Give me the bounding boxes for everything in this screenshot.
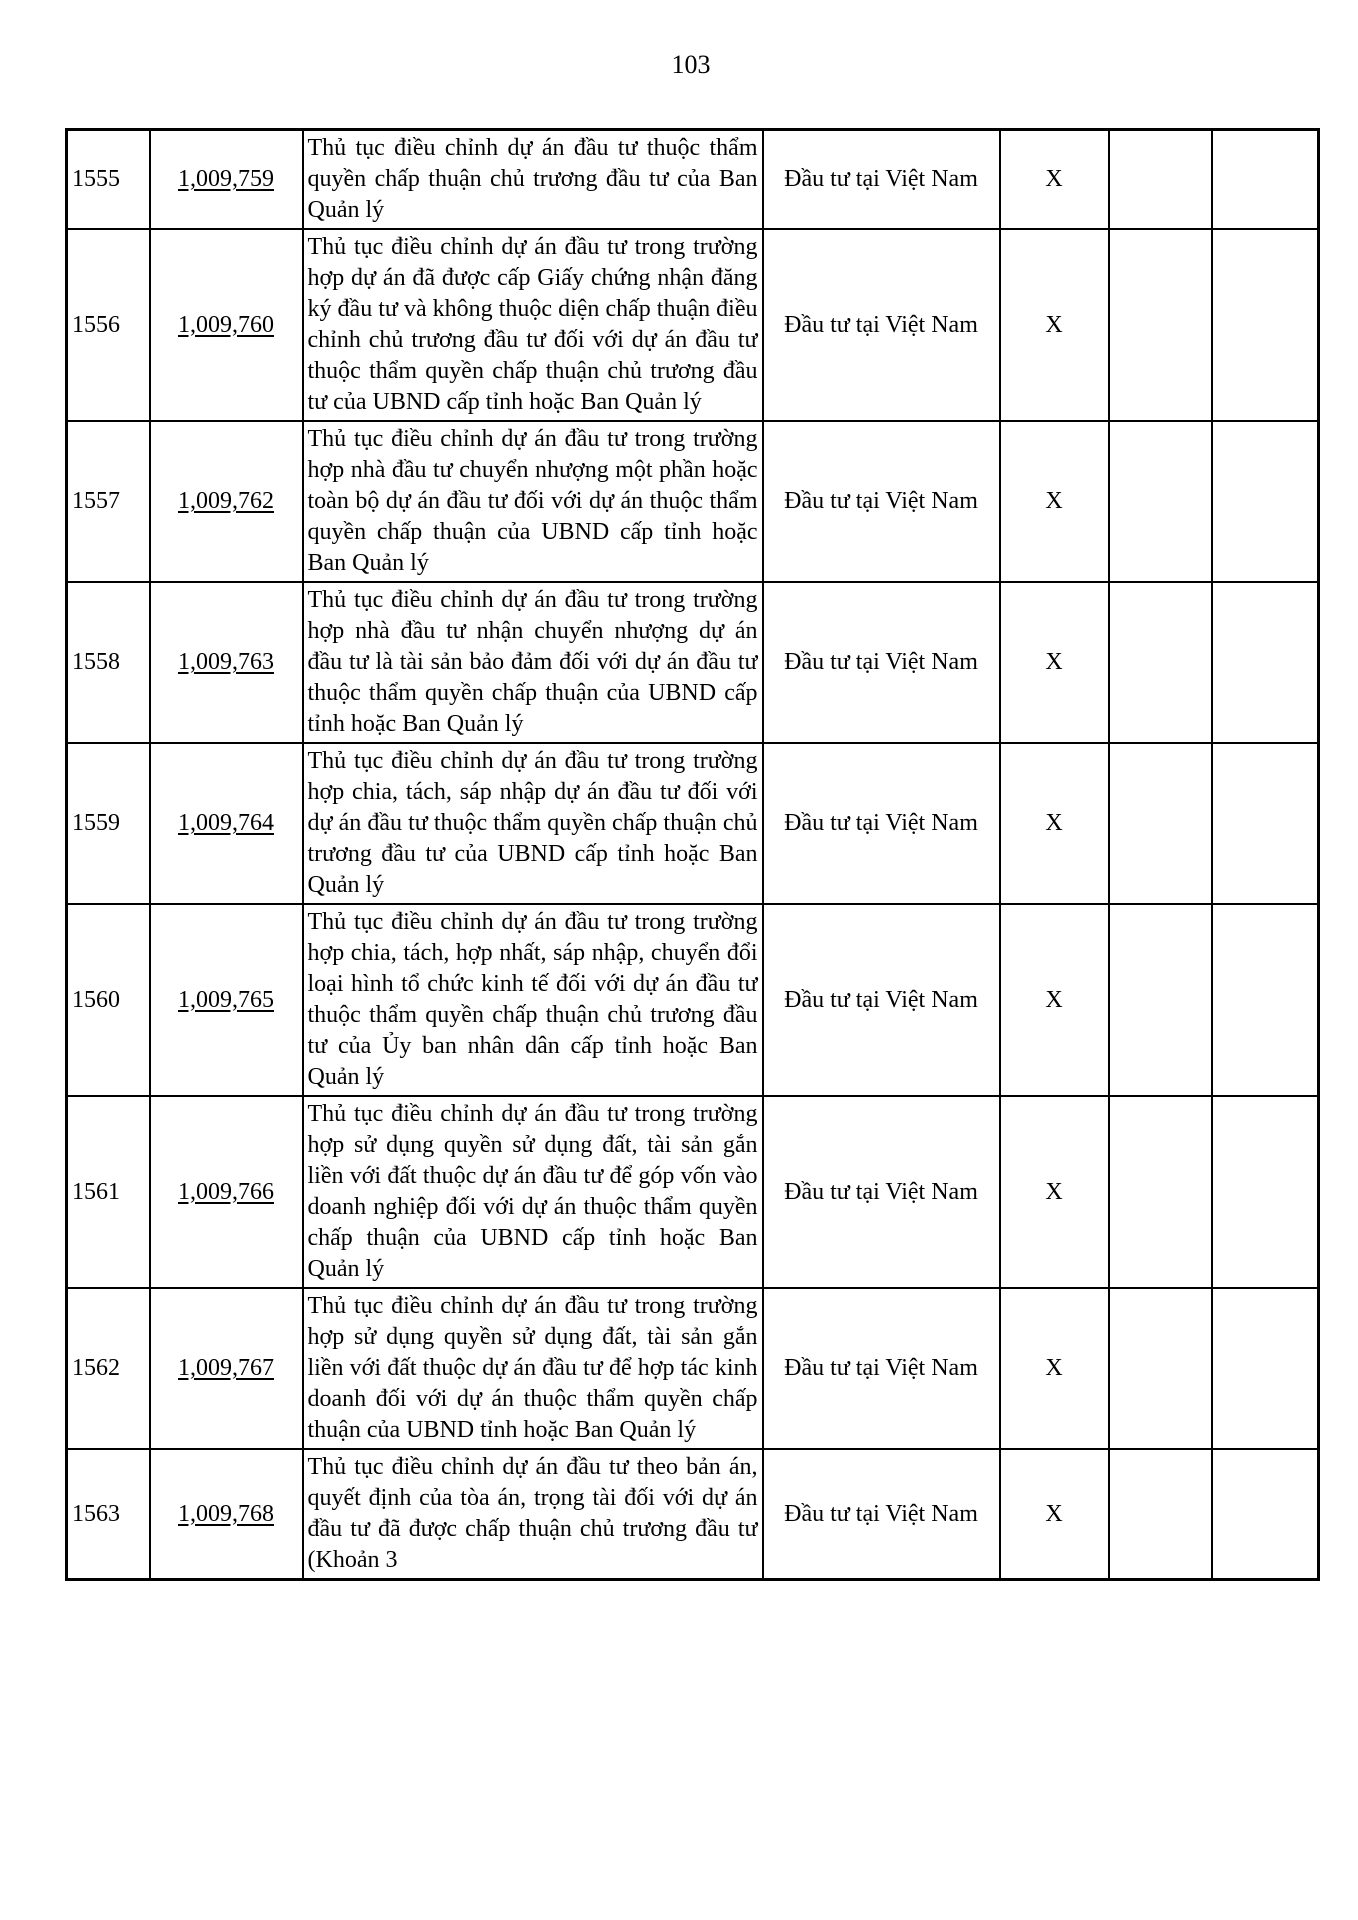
row-number: 1561 (67, 1096, 150, 1288)
procedure-code-link[interactable]: 1,009,759 (178, 166, 274, 192)
empty-cell-1 (1109, 1288, 1212, 1449)
mark-cell: X (1000, 1449, 1109, 1580)
procedure-code-link[interactable]: 1,009,760 (178, 311, 274, 338)
mark-cell: X (1000, 1096, 1109, 1288)
procedure-code-cell (150, 743, 303, 904)
procedure-description: Thủ tục điều chỉnh dự án đầu tư trong trường hợp sử dụng quyền sử dụng đất, tài sản gắn liền với đất thuộc dự án đầu tư để góp vốn vào doanh nghiệp đối với dự án thuộc thẩm quyền chấp thuận của UBND cấp tỉnh hoặc Ban Quản lý (303, 1096, 763, 1288)
empty-cell-2 (1212, 421, 1319, 582)
mark-cell: X (1000, 582, 1109, 743)
procedure-code-cell (150, 130, 303, 230)
procedure-description: Thủ tục điều chỉnh dự án đầu tư trong trường hợp chia, tách, hợp nhất, sáp nhập, chuyển đổi loại hình tổ chức kinh tế đối với dự án đầu tư thuộc thẩm quyền chấp thuận chủ trương đầu tư của Ủy ban nhân dân cấp tỉnh hoặc Ban Quản lý (303, 904, 763, 1096)
procedure-code-link[interactable]: 1,009,768 (178, 1500, 274, 1527)
empty-cell-1 (1109, 582, 1212, 743)
procedure-code-cell (150, 421, 303, 582)
procedure-field: Đầu tư tại Việt Nam (763, 130, 1000, 230)
procedures-table (65, 128, 1320, 1581)
page-number: 103 (671, 50, 711, 79)
procedure-code-cell (150, 229, 303, 421)
procedure-code-link[interactable]: 1,009,766 (178, 1178, 274, 1205)
table-row (67, 904, 1319, 1096)
empty-cell-1 (1109, 421, 1212, 582)
empty-cell-2 (1212, 1449, 1319, 1580)
procedure-description: Thủ tục điều chỉnh dự án đầu tư theo bản án, quyết định của tòa án, trọng tài đối với dự án đầu tư đã được chấp thuận chủ trương đầu tư (Khoản 3 (303, 1449, 763, 1580)
empty-cell-2 (1212, 130, 1319, 230)
procedure-field: Đầu tư tại Việt Nam (763, 582, 1000, 743)
mark-cell: X (1000, 130, 1109, 230)
procedure-code-cell (150, 1288, 303, 1449)
mark-cell: X (1000, 743, 1109, 904)
procedure-code-link[interactable]: 1,009,762 (178, 488, 274, 514)
procedures-table-container (65, 128, 1320, 1581)
table-row (67, 229, 1319, 421)
table-row (67, 130, 1319, 230)
row-number: 1562 (67, 1288, 150, 1449)
procedure-code-link[interactable]: 1,009,763 (178, 649, 274, 675)
procedure-field: Đầu tư tại Việt Nam (763, 1449, 1000, 1580)
empty-cell-1 (1109, 229, 1212, 421)
procedure-code-link[interactable]: 1,009,765 (178, 986, 274, 1013)
row-number: 1555 (67, 130, 150, 230)
procedure-description: Thủ tục điều chỉnh dự án đầu tư trong trường hợp chia, tách, sáp nhập dự án đầu tư đối với dự án đầu tư thuộc thẩm quyền chấp thuận chủ trương đầu tư của UBND cấp tỉnh hoặc Ban Quản lý (303, 743, 763, 904)
procedure-description: Thủ tục điều chỉnh dự án đầu tư trong trường hợp sử dụng quyền sử dụng đất, tài sản gắn liền với đất thuộc dự án đầu tư để hợp tác kinh doanh đối với dự án thuộc thẩm quyền chấp thuận của UBND tỉnh hoặc Ban Quản lý (303, 1288, 763, 1449)
procedure-code-link[interactable]: 1,009,767 (178, 1355, 274, 1381)
table-row (67, 1096, 1319, 1288)
procedure-field: Đầu tư tại Việt Nam (763, 1096, 1000, 1288)
procedure-code-cell (150, 904, 303, 1096)
empty-cell-2 (1212, 904, 1319, 1096)
empty-cell-2 (1212, 582, 1319, 743)
table-row (67, 743, 1319, 904)
procedure-code-cell (150, 1449, 303, 1580)
procedure-description: Thủ tục điều chỉnh dự án đầu tư trong trường hợp nhà đầu tư chuyển nhượng một phần hoặc toàn bộ dự án đầu tư đối với dự án thuộc thẩm quyền chấp thuận của UBND cấp tỉnh hoặc Ban Quản lý (303, 421, 763, 582)
table-row (67, 1449, 1319, 1580)
empty-cell-1 (1109, 1096, 1212, 1288)
procedure-description: Thủ tục điều chỉnh dự án đầu tư trong trường hợp nhà đầu tư nhận chuyển nhượng dự án đầu tư là tài sản bảo đảm đối với dự án đầu tư thuộc thẩm quyền chấp thuận của UBND cấp tỉnh hoặc Ban Quản lý (303, 582, 763, 743)
table-row (67, 421, 1319, 582)
empty-cell-1 (1109, 904, 1212, 1096)
empty-cell-2 (1212, 1096, 1319, 1288)
empty-cell-1 (1109, 1449, 1212, 1580)
empty-cell-1 (1109, 743, 1212, 904)
table-row (67, 1288, 1319, 1449)
mark-cell: X (1000, 904, 1109, 1096)
procedure-field: Đầu tư tại Việt Nam (763, 229, 1000, 421)
empty-cell-2 (1212, 743, 1319, 904)
mark-cell: X (1000, 229, 1109, 421)
procedure-description: Thủ tục điều chỉnh dự án đầu tư thuộc thẩm quyền chấp thuận chủ trương đầu tư của Ban Quản lý (303, 130, 763, 230)
empty-cell-1 (1109, 130, 1212, 230)
procedure-field: Đầu tư tại Việt Nam (763, 904, 1000, 1096)
row-number: 1560 (67, 904, 150, 1096)
row-number: 1559 (67, 743, 150, 904)
procedure-description: Thủ tục điều chỉnh dự án đầu tư trong trường hợp dự án đã được cấp Giấy chứng nhận đăng ký đầu tư và không thuộc diện chấp thuận điều chỉnh chủ trương đầu tư đối với dự án đầu tư thuộc thẩm quyền chấp thuận chủ trương đầu tư của UBND cấp tỉnh hoặc Ban Quản lý (303, 229, 763, 421)
row-number: 1557 (67, 421, 150, 582)
procedure-field: Đầu tư tại Việt Nam (763, 743, 1000, 904)
procedure-field: Đầu tư tại Việt Nam (763, 1288, 1000, 1449)
procedure-code-cell (150, 582, 303, 743)
procedure-code-link[interactable]: 1,009,764 (178, 810, 274, 836)
procedure-field: Đầu tư tại Việt Nam (763, 421, 1000, 582)
mark-cell: X (1000, 421, 1109, 582)
empty-cell-2 (1212, 229, 1319, 421)
row-number: 1556 (67, 229, 150, 421)
table-row (67, 582, 1319, 743)
row-number: 1558 (67, 582, 150, 743)
empty-cell-2 (1212, 1288, 1319, 1449)
row-number: 1563 (67, 1449, 150, 1580)
mark-cell: X (1000, 1288, 1109, 1449)
procedure-code-cell (150, 1096, 303, 1288)
